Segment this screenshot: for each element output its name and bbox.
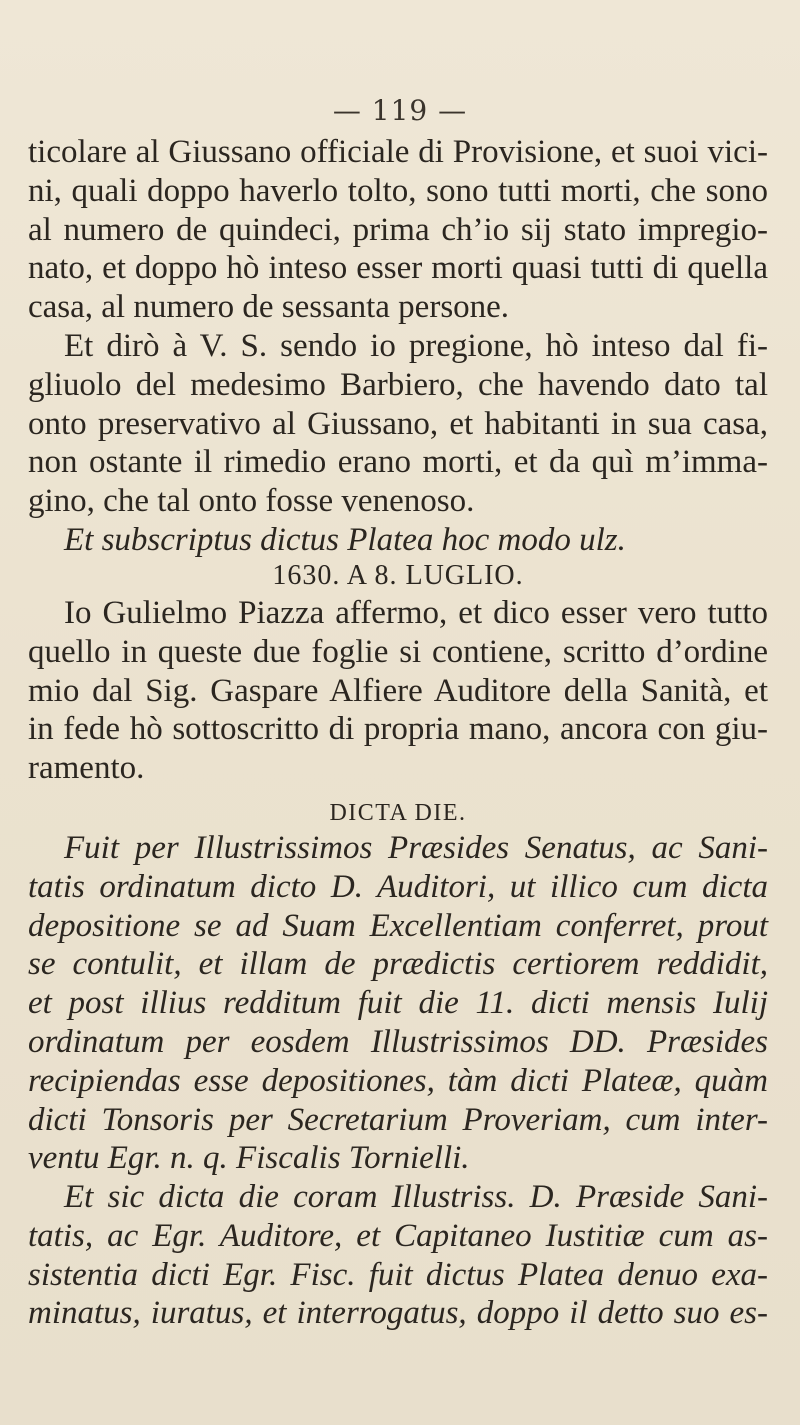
paragraph-latin-order <box>28 829 768 1178</box>
dicta-die-heading <box>28 786 768 833</box>
text-line: mio dal Sig. Gaspare Alfiere Auditore della Sanità, et <box>28 672 768 709</box>
text-line: ordinatum per eosdem Illustrissimos DD. Præsides <box>28 1023 768 1060</box>
text-line: sistentia dicti Egr. Fisc. fuit dictus Platea denuo exa- <box>28 1256 768 1293</box>
text-line: se contulit, et illam de prædictis certiorem reddidit, <box>28 946 768 983</box>
text-line: casa, al numero de sessanta persone. <box>28 289 510 326</box>
text-line: recipiendas esse depositiones, tàm dicti Plateæ, quàm <box>28 1062 768 1099</box>
text-line: tatis, ac Egr. Auditore, et Capitaneo Iustitiæ cum as- <box>28 1217 768 1254</box>
date-heading <box>28 557 768 596</box>
text-line: ni, quali doppo haverlo tolto, sono tutti morti, che sono <box>28 172 768 209</box>
text-line: tatis ordinatum dicto D. Auditori, ut illico cum dicta <box>28 868 768 905</box>
paragraph-deposition-end <box>28 133 768 327</box>
text-line: Fuit per Illustrissimos Præsides Senatus, ac Sani- <box>64 830 768 866</box>
paragraph-barber-son <box>28 327 768 521</box>
text-line: non ostante il rimedio erano morti, et da quì m’imma- <box>28 444 768 481</box>
text-line: ticolare al Giussano officiale di Provisione, et suoi vici- <box>28 134 768 170</box>
date-line: 1630. A 8. LUGLIO. <box>272 560 524 591</box>
text-line: ventu Egr. n. q. Fiscalis Tornielli. <box>28 1140 470 1177</box>
text-line: nato, et doppo hò inteso esser morti quasi tutti di quella <box>28 250 768 287</box>
text-line: Et sic dicta die coram Illustriss. D. Præside Sani- <box>64 1179 768 1215</box>
text-line: Et dirò à V. S. sendo io pregione, hò inteso dal fi- <box>64 328 768 364</box>
text-line: al numero de quindeci, prima ch’io sij stato impregio- <box>28 211 768 248</box>
paragraph-affirmation <box>28 594 768 788</box>
text-line: depositione se ad Suam Excellentiam conferret, prout <box>28 907 768 944</box>
subscription-line <box>28 521 768 560</box>
text-line: gliuolo del medesimo Barbiero, che havendo dato tal <box>28 366 768 403</box>
text-line: Io Gulielmo Piazza affermo, et dico esser vero tutto <box>64 595 768 631</box>
page-number: — 119 — <box>332 94 468 127</box>
text-line: in fede hò sottoscritto di propria mano, ancora con giu- <box>28 711 768 748</box>
text-line: gino, che tal onto fosse venenoso. <box>28 483 475 520</box>
text-line: onto preservativo al Giussano, et habitanti in sua casa, <box>28 405 768 442</box>
section-heading: DICTA DIE. <box>329 800 467 826</box>
paragraph-latin-examination <box>28 1178 768 1333</box>
text-line: quello in queste due foglie si contiene, scritto d’ordine <box>28 633 768 670</box>
text-line: dicti Tonsoris per Secretarium Proveriam, cum inter- <box>28 1101 768 1138</box>
text-line: Et subscriptus dictus Platea hoc modo ulz. <box>64 522 626 558</box>
text-line: et post illius redditum fuit die 11. dicti mensis Iulij <box>28 985 768 1022</box>
text-line: ramento. <box>28 750 145 787</box>
text-line: minatus, iuratus, et interrogatus, doppo il detto suo es- <box>28 1295 768 1332</box>
